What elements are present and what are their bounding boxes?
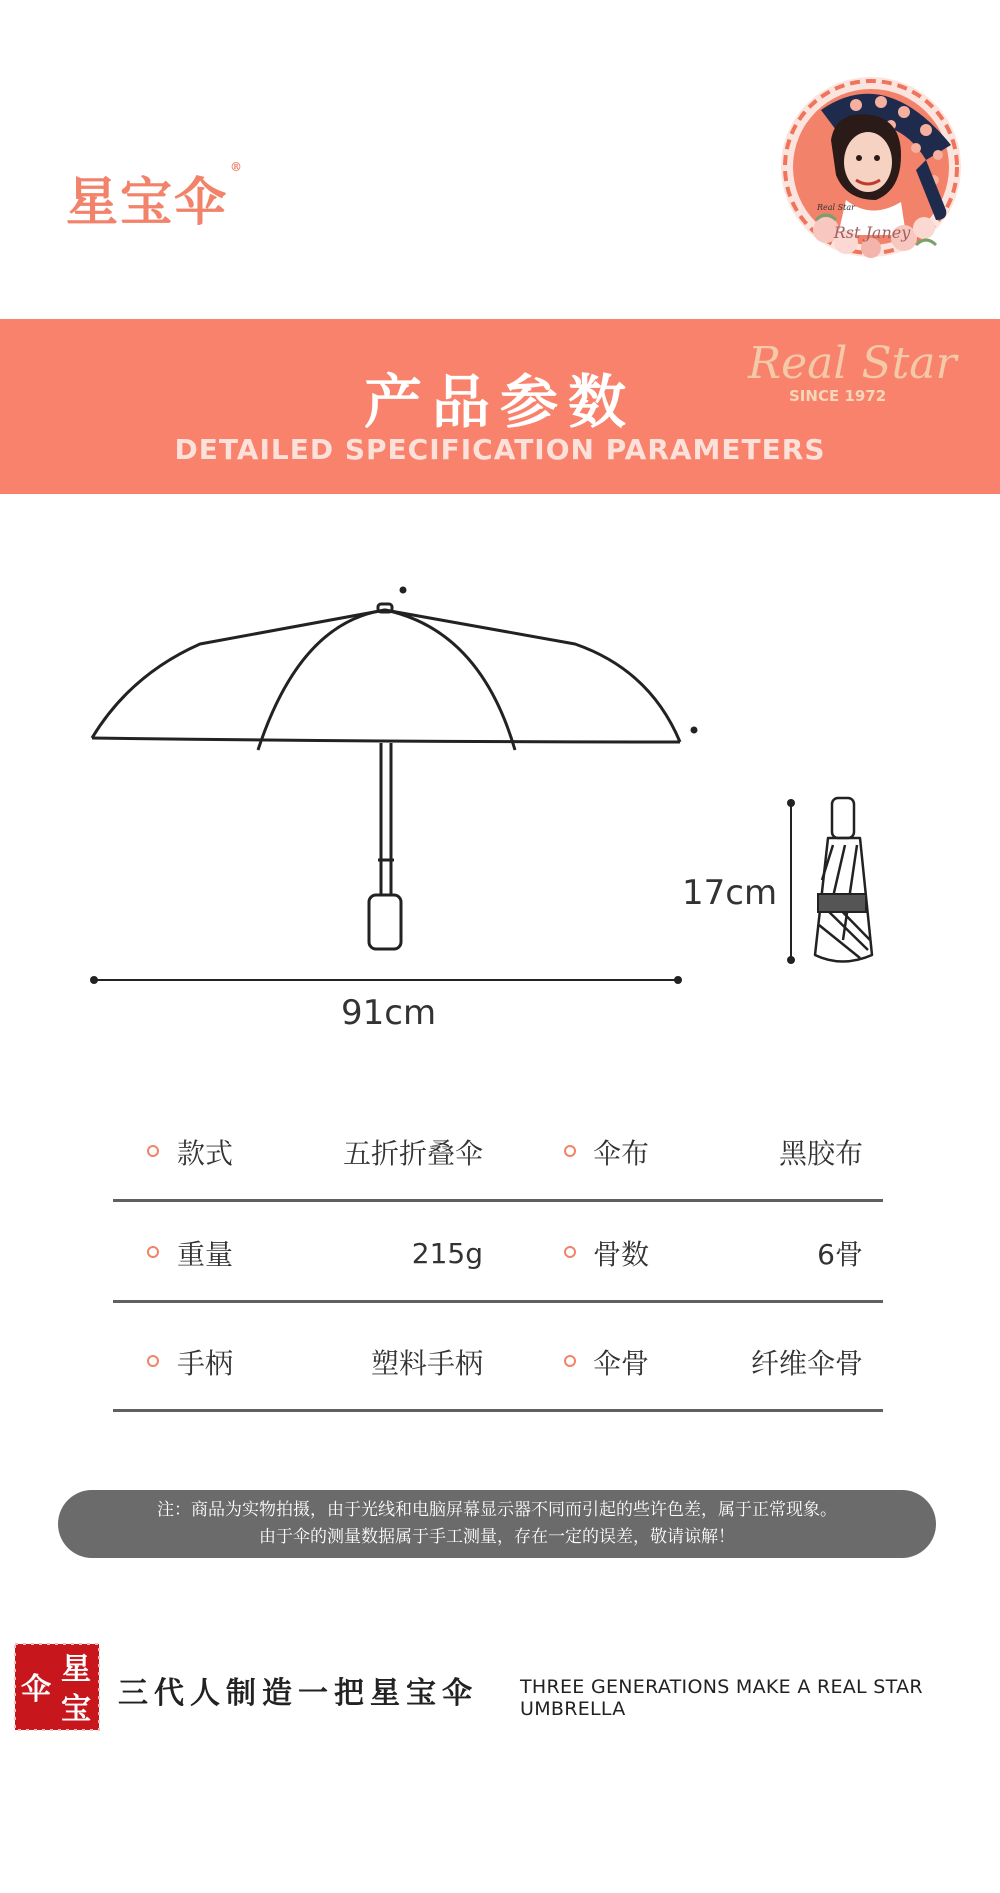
row-divider: [113, 1409, 883, 1412]
row-divider: [113, 1199, 883, 1202]
since-label: SINCE 1972: [789, 387, 887, 405]
brand-logo: [66, 160, 244, 235]
badge-signature: Rst Janey: [833, 223, 911, 242]
banner-subtitle: DETAILED SPECIFICATION PARAMETERS: [174, 433, 826, 466]
slogan-english: THREE GENERATIONS MAKE A REAL STAR UMBRELLA: [520, 1676, 923, 1720]
note-line-1: 注：商品为实物拍摄，由于光线和电脑屏幕显示器不同而引起的些许色差，属于正常现象。: [157, 1500, 837, 1520]
bullet-dot-icon: [564, 1246, 576, 1258]
note-line-2: 由于伞的测量数据属于手工测量，存在一定的误差，敬请谅解！: [259, 1527, 735, 1547]
spec-label: 重量: [177, 1238, 234, 1271]
spec-label: 款式: [177, 1137, 234, 1170]
spec-value: 黑胶布: [778, 1137, 863, 1170]
spec-value: 215g: [411, 1236, 483, 1270]
bullet-dot-icon: [147, 1355, 159, 1367]
seal-char: 伞: [21, 1672, 51, 1707]
real-star-script-logo: Real Star: [748, 338, 957, 389]
badge-brand-text: Real Star: [817, 203, 855, 212]
height-dimension-label: 17cm: [682, 873, 778, 913]
brand-seal-logo: [12, 1641, 102, 1733]
width-dimension-label: 91cm: [341, 993, 437, 1033]
folded-umbrella: [815, 798, 872, 962]
spec-label: 手柄: [177, 1347, 234, 1380]
bullet-dot-icon: [147, 1145, 159, 1157]
spec-value: 6骨: [817, 1238, 863, 1271]
spec-label: 伞骨: [593, 1347, 650, 1380]
spec-label: 伞布: [593, 1137, 650, 1170]
bullet-dot-icon: [147, 1246, 159, 1258]
brand-name: 星宝伞: [66, 172, 229, 233]
umbrella-dimension-diagram: [0, 560, 1000, 1000]
spec-value: 塑料手柄: [370, 1347, 483, 1380]
disclaimer-note: [58, 1490, 936, 1558]
spec-label: 骨数: [593, 1238, 650, 1271]
row-divider: [113, 1300, 883, 1303]
canopy-outline: [92, 610, 680, 742]
banner-title: 产品参数: [363, 368, 636, 436]
spec-value: 五折折叠伞: [342, 1137, 483, 1170]
registered-mark: ®: [230, 160, 245, 174]
bullet-dot-icon: [564, 1145, 576, 1157]
spec-row: [113, 1203, 883, 1303]
spec-row: [113, 1312, 883, 1412]
seal-char: 星: [61, 1652, 91, 1687]
slogan-chinese: 三代人制造一把星宝伞: [118, 1676, 478, 1711]
seal-char: 宝: [61, 1692, 91, 1727]
bullet-dot-icon: [564, 1355, 576, 1367]
spec-row: [113, 1102, 883, 1202]
brand-badge-illustration: [776, 70, 966, 265]
spec-value: 纤维伞骨: [750, 1347, 863, 1380]
